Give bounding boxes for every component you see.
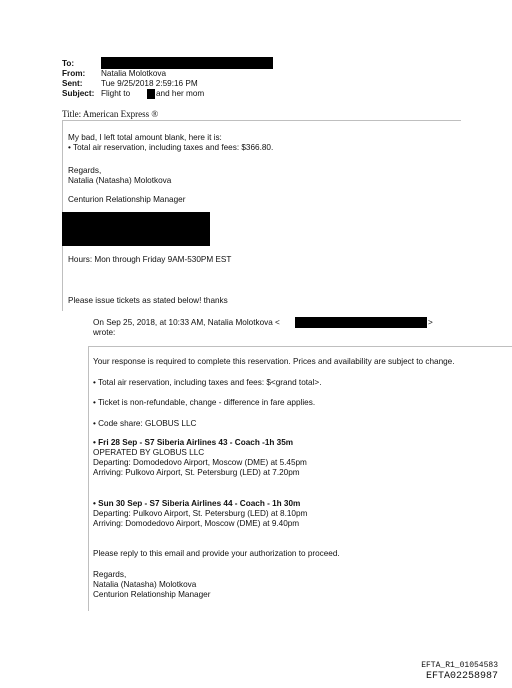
subject-suffix: and her mom [156, 89, 205, 98]
sent-label: Sent: [62, 79, 83, 88]
quoted-reply-request: Please reply to this email and provide your authorization to proceed. [93, 549, 340, 558]
reply-line-2: • Total air reservation, including taxes and fees: $366.80. [68, 143, 274, 152]
sent-value: Tue 9/25/2018 2:59:16 PM [101, 79, 198, 88]
redacted-sender-email [295, 317, 427, 328]
flight-2-arriving: Arriving: Domodedovo Airport, Moscow (DME) at 9.40pm [93, 519, 300, 528]
quote-header-wrote: wrote: [93, 328, 116, 337]
quoted-signature-name: Natalia (Natasha) Molotkova [93, 580, 197, 589]
quoted-bullet-total: • Total air reservation, including taxes and fees: $<grand total>. [93, 378, 322, 387]
redacted-recipient [101, 57, 273, 69]
flight-1-arriving: Arriving: Pulkovo Airport, St. Petersburg (LED) at 7.20pm [93, 468, 300, 477]
from-value: Natalia Molotkova [101, 69, 167, 78]
footer-id-2: EFTA02258987 [425, 671, 498, 682]
quoted-signature-role: Centurion Relationship Manager [93, 590, 211, 599]
flight-1-departing: Departing: Domodedovo Airport, Moscow (DME) at 5.45pm [93, 458, 307, 467]
flight-1-title: • Fri 28 Sep - S7 Siberia Airlines 43 - Coach -1h 35m [93, 438, 294, 447]
quote-header-suffix: > [428, 318, 433, 327]
flight-2-title: • Sun 30 Sep - S7 Siberia Airlines 44 - Coach - 1h 30m [93, 499, 301, 508]
title-line: Title: American Express ® [62, 109, 159, 119]
from-label: From: [62, 69, 86, 78]
reply-signature-name: Natalia (Natasha) Molotkova [68, 176, 172, 185]
quoted-intro: Your response is required to complete this reservation. Prices and availability are subject to change. [93, 357, 455, 366]
quoted-regards: Regards, [93, 570, 127, 579]
reply-hours: Hours: Mon through Friday 9AM-530PM EST [68, 255, 232, 264]
quoted-bullet-refund: • Ticket is non-refundable, change - difference in fare applies. [93, 398, 316, 407]
reply-line-1: My bad, I left total amount blank, here it is: [68, 133, 222, 142]
redacted-subject-name [147, 89, 155, 99]
subject-label: Subject: [62, 89, 95, 98]
quote-header-prefix: On Sep 25, 2018, at 10:33 AM, Natalia Molotkova < [93, 318, 280, 327]
reply-regards: Regards, [68, 166, 102, 175]
subject-prefix: Flight to [101, 89, 131, 98]
footer-id-1: EFTA_R1_01054583 [421, 661, 498, 670]
reply-issue-request: Please issue tickets as stated below! thanks [68, 296, 228, 305]
to-label: To: [62, 59, 75, 68]
quoted-bullet-codeshare: • Code share: GLOBUS LLC [93, 419, 197, 428]
flight-2-departing: Departing: Pulkovo Airport, St. Petersburg (LED) at 8.10pm [93, 509, 308, 518]
reply-signature-role: Centurion Relationship Manager [68, 195, 186, 204]
redacted-contact-block [62, 212, 210, 246]
flight-1-operated: OPERATED BY GLOBUS LLC [93, 448, 205, 457]
